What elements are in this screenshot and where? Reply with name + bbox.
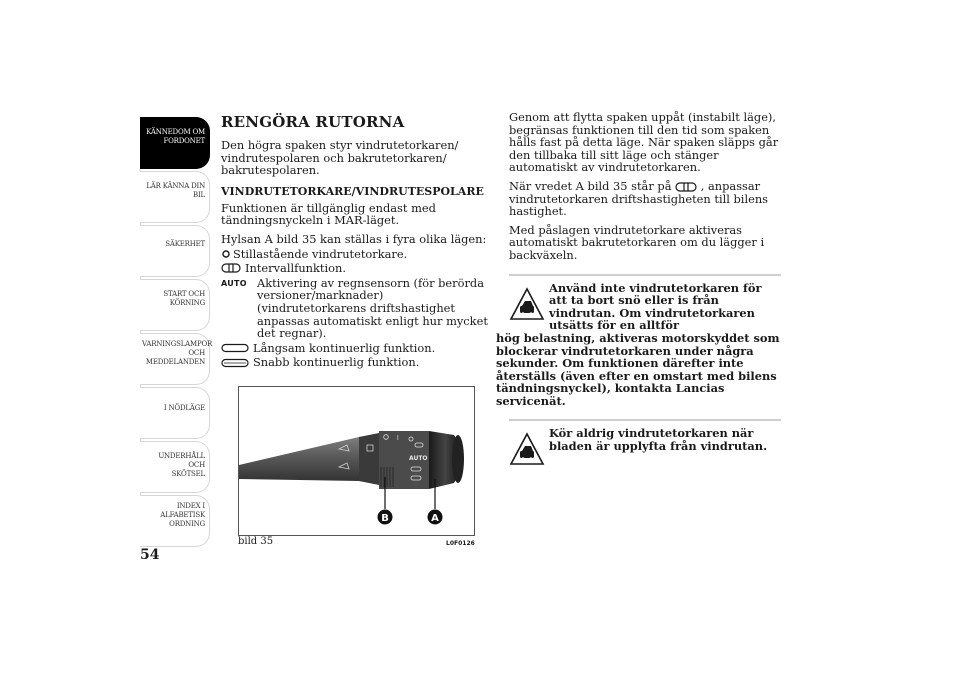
svg-text:l: l: [397, 435, 399, 442]
tab-kannedom-om-fordonet[interactable]: [140, 117, 210, 169]
paragraph: Funktionen är tillgänglig endast med tändningsnyckeln i MAR-läget.: [221, 200, 436, 228]
right-column: [496, 110, 781, 467]
warning-text: hög belastning, aktiveras motorskyddet som blockerar vindrutetorkaren under några sekunder. Om funktionen därefter inte återställs (även efter en omstart med bilens tändningsnyckel), kontakta Lancias servicenät.: [496, 330, 780, 408]
label-a: A: [431, 513, 439, 524]
warning-text: Kör aldrig vindrutetorkaren när bladen är upplyfta från vindrutan.: [549, 426, 768, 454]
intro-paragraph: Den högra spaken styr vindrutetorkaren/ vindrutespolaren och bakrutetorkaren/ bakrutespolaren.: [221, 138, 459, 178]
list-item: [221, 356, 491, 369]
tab-sakerhet[interactable]: [140, 225, 210, 277]
list-item: [221, 342, 491, 355]
list-item-text: Snabb kontinuerlig funktion.: [253, 355, 420, 370]
intermittent-wiper-icon: [221, 262, 245, 275]
list-item-text: Stillastående vindrutetorkare.: [233, 246, 408, 261]
tab-label: UNDERHÅLL OCH SKÖTSEL: [158, 452, 205, 478]
paragraph: Genom att flytta spaken uppåt (instabilt läge), begränsas funktionen till den tid som spaken hålls fast på detta läge. När spaken släpps går den tillbaka till sitt läge och stänger automatiskt av vindrutetorkaren.: [509, 110, 779, 175]
list-item: [221, 262, 491, 275]
warning-head: [509, 282, 781, 332]
figure-code: L0F0126: [446, 540, 475, 547]
tab-label: START OCH KÖRNING: [163, 290, 205, 307]
tab-underhall-och-skotsel[interactable]: [140, 441, 210, 493]
list-item-text: Långsam kontinuerlig funktion.: [253, 340, 436, 355]
wiper-stalk-figure: [238, 386, 475, 536]
slow-wiper-icon: [221, 342, 253, 355]
auto-label: [221, 277, 257, 340]
left-column: [221, 113, 491, 371]
wiper-stalk-illustration: [239, 387, 474, 535]
warning-head: [509, 427, 781, 467]
o-icon: [221, 248, 233, 261]
figure-caption: bild 35: [238, 536, 274, 547]
tab-lar-kanna-din-bil[interactable]: [140, 171, 210, 223]
paragraph-part: När vredet A bild 35 står på: [509, 178, 672, 193]
page-number: 54: [140, 547, 160, 563]
subsection-title: VINDRUTETORKARE/VINDRUTESPOLARE: [221, 184, 484, 198]
paragraph: Med påslagen vindrutetorkare aktiveras automatiskt bakrutetorkaren om du lägger i backväxeln.: [509, 222, 765, 262]
paragraph: Hylsan A bild 35 kan ställas i fyra olika lägen:: [221, 231, 487, 246]
fast-wiper-icon: [221, 356, 253, 369]
section-title: RENGÖRA RUTORNA: [221, 113, 405, 131]
list-item: [221, 248, 491, 261]
intermittent-wiper-icon: [675, 182, 697, 192]
warning-block: [509, 419, 781, 467]
list-item: [221, 277, 491, 340]
warning-triangle-icon: [509, 431, 545, 467]
list-item-text: Aktivering av regnsensorn (för berörda versioner/marknader) (vindrutetorkarens driftshastighet anpassas automatiskt enligt hur mycket det regnar).: [257, 275, 488, 341]
tab-label: SÄKERHET: [165, 240, 205, 248]
paragraph-part: , anpassar vindrutetorkaren driftshastigheten till bilens hastighet.: [509, 178, 769, 219]
auto-mark: AUTO: [409, 455, 428, 462]
tab-i-nodlage[interactable]: [140, 387, 210, 439]
list-item-text: Intervallfunktion.: [245, 261, 346, 276]
warning-block: [496, 274, 781, 408]
tab-varningslampor[interactable]: [140, 333, 213, 385]
tab-start-och-korning[interactable]: [140, 279, 210, 331]
tab-index[interactable]: [140, 495, 210, 547]
tab-label: I NÖDLÄGE: [163, 404, 205, 412]
label-b: B: [381, 513, 389, 524]
auto-tag: AUTO: [221, 278, 247, 288]
warning-text: Använd inte vindrutetorkaren för att ta bort snö eller is från vindrutan. Om vindrutetorkaren utsätts för en alltför: [549, 280, 762, 333]
tab-label: VARNINGSLAMPOR OCH MEDDELANDEN: [142, 340, 213, 366]
tab-label: LÄR KÄNNA DIN BIL: [146, 182, 205, 199]
tab-label: KÄNNEDOM OM FORDONET: [146, 128, 205, 145]
tab-label: INDEX I ALFABETISK ORDNING: [160, 502, 205, 528]
paragraph: [509, 180, 781, 218]
warning-triangle-icon: [509, 286, 545, 322]
